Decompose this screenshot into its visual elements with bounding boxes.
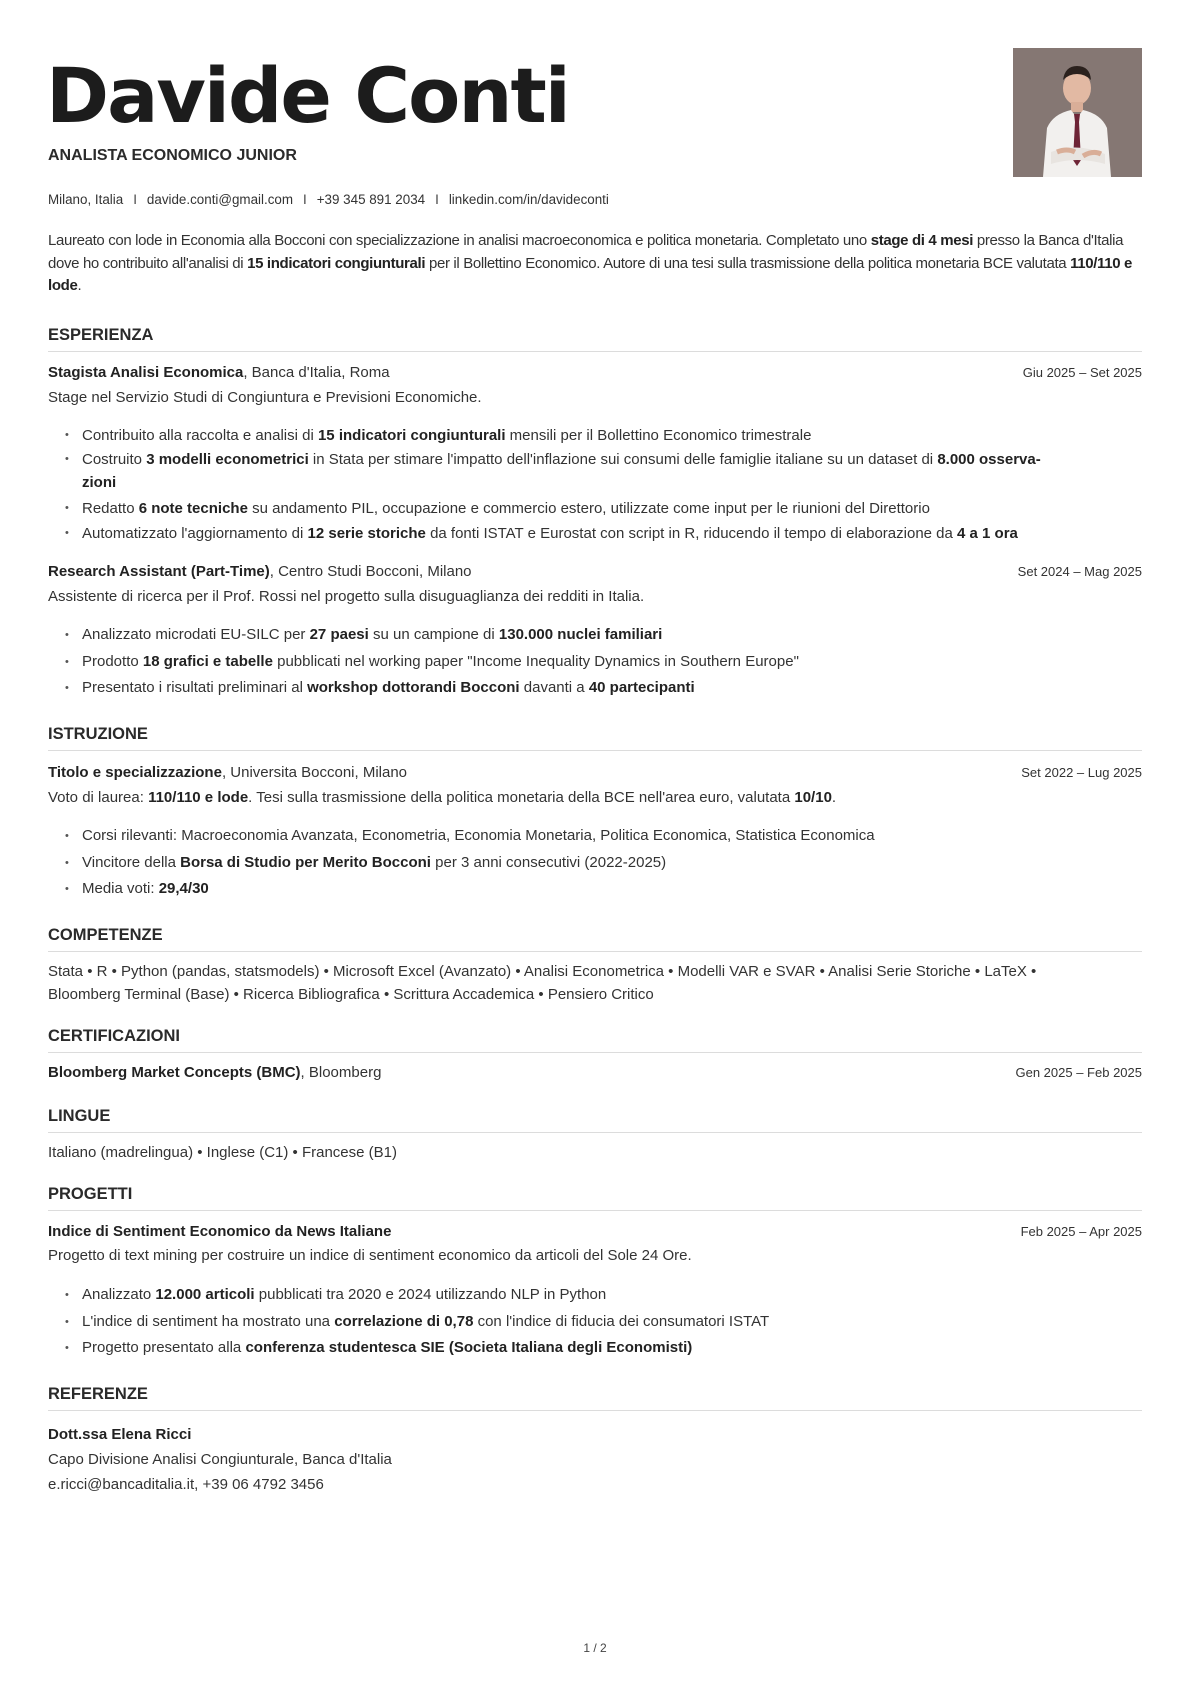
bullet-item: • Redatto 6 note tecniche su andamento PIL, occupazione e commercio estero, utilizzate come input per le riunioni del Direttorio	[48, 496, 1142, 521]
education-bullets	[48, 823, 1142, 903]
experience-dates: Giu 2025 – Set 2025	[1022, 365, 1142, 380]
summary-highlight: 15 indicatori congiunturali	[247, 254, 426, 272]
project-title	[48, 1223, 391, 1240]
location: Milano, Italia	[48, 192, 124, 207]
summary-text: presso la Banca d'Italia dove ho contribuito all'analisi di	[48, 232, 1124, 272]
phone-link[interactable]: +39 345 891 2034	[316, 192, 426, 207]
section-title-references: REFERENZE	[48, 1385, 1142, 1411]
role: Research Assistant (Part-Time)	[48, 563, 270, 580]
contact-line	[48, 192, 609, 207]
certification-dates: Gen 2025 – Feb 2025	[1015, 1065, 1142, 1080]
job-title: ANALISTA ECONOMICO JUNIOR	[48, 147, 297, 164]
candidate-name: Davide Conti	[46, 51, 569, 140]
reference-contact: e.ricci@bancaditalia.it, +39 06 4792 3456	[48, 1476, 324, 1493]
bullet-item: • Presentato i risultati preliminari al workshop dottorandi Bocconi davanti a 40 partecipanti	[48, 675, 1142, 702]
education-description: Voto di laurea: 110/110 e lode. Tesi sulla trasmissione della politica monetaria della BCE nell'area euro, valutata 10/10.	[48, 789, 837, 806]
separator: I	[435, 192, 439, 207]
section-title-education: ISTRUZIONE	[48, 725, 1142, 751]
linkedin-link[interactable]: linkedin.com/in/davideconti	[448, 192, 609, 207]
summary-text: per il Bollettino Economico. Autore di una tesi sulla trasmissione della politica monetaria BCE valutata	[425, 254, 1071, 272]
education-dates: Set 2022 – Lug 2025	[1021, 765, 1142, 780]
summary-highlight: 110/110 e lode	[48, 254, 1133, 294]
bullet-item: • Vincitore della Borsa di Studio per Merito Bocconi per 3 anni consecutivi (2022-2025)	[48, 850, 1142, 877]
section-title-experience: ESPERIENZA	[48, 326, 1142, 352]
bullet-item: • Analizzato 12.000 articoli pubblicati tra 2020 e 2024 utilizzando NLP in Python	[48, 1282, 1142, 1309]
experience-dates: Set 2024 – Mag 2025	[1017, 564, 1142, 579]
reference-name: Dott.ssa Elena Ricci	[48, 1426, 192, 1443]
summary-highlight: stage di 4 mesi	[870, 232, 974, 249]
role: Stagista Analisi Economica	[48, 364, 244, 381]
organization: , Banca d'Italia, Roma	[243, 364, 390, 381]
reference-entry	[48, 1422, 1142, 1497]
summary-text: Laureato con lode in Economia alla Bocconi con specializzazione in analisi macroeconomica e politica monetaria. Completato uno	[48, 232, 871, 249]
experience-description: Stage nel Servizio Studi di Congiuntura e Previsioni Economiche.	[48, 389, 482, 406]
education-title	[48, 764, 407, 781]
degree: Titolo e specializzazione	[48, 764, 222, 781]
bullet-item: • Progetto presentato alla conferenza studentesca SIE (Societa Italiana degli Economisti)	[48, 1335, 1142, 1362]
certification-name: Bloomberg Market Concepts (BMC)	[48, 1064, 301, 1081]
project-dates: Feb 2025 – Apr 2025	[1020, 1224, 1142, 1239]
experience-title	[48, 364, 390, 381]
bullet-item: • Contribuito alla raccolta e analisi di 15 indicatori congiunturali mensili per il Bollettino Economico trimestrale	[48, 423, 1142, 448]
experience-description: Assistente di ricerca per il Prof. Rossi nel progetto sulla disuguaglianza dei redditi in Italia.	[48, 588, 645, 605]
separator: I	[303, 192, 307, 207]
bullet-item: • Costruito 3 modelli econometrici in Stata per stimare l'impatto dell'inflazione sui consumi delle famiglie italiane su un dataset di 8.000 osserva- zioni	[48, 448, 1142, 494]
school: , Universita Bocconi, Milano	[221, 764, 408, 781]
project-bullets	[48, 1282, 1142, 1362]
email-link[interactable]: davide.conti@gmail.com	[146, 192, 293, 207]
summary	[48, 230, 1142, 298]
bullet-item: • Prodotto 18 grafici e tabelle pubblicati nel working paper "Income Inequality Dynamics in Southern Europe"	[48, 649, 1142, 676]
organization: , Centro Studi Bocconi, Milano	[269, 563, 472, 580]
profile-photo	[1013, 48, 1142, 177]
experience-bullets	[48, 423, 1142, 546]
experience-bullets	[48, 622, 1142, 702]
certification-issuer: , Bloomberg	[300, 1064, 382, 1081]
skills-line: Bloomberg Terminal (Base) • Ricerca Bibliografica • Scrittura Accademica • Pensiero Critico	[48, 986, 654, 1003]
bullet-item: • Automatizzato l'aggiornamento di 12 serie storiche da fonti ISTAT e Eurostat con script in R, riducendo il tempo di elaborazione da 4 a 1 ora	[48, 521, 1142, 546]
section-title-languages: LINGUE	[48, 1107, 1142, 1133]
project-name: Indice di Sentiment Economico da News Italiane	[48, 1223, 392, 1240]
project-description: Progetto di text mining per costruire un indice di sentiment economico da articoli del Sole 24 Ore.	[48, 1247, 692, 1264]
page-number: 1 / 2	[583, 1641, 607, 1655]
skills-line: Stata • R • Python (pandas, statsmodels) • Microsoft Excel (Avanzato) • Analisi Econometrica • Modelli VAR e SVAR • Analisi Serie Storiche • LaTeX •	[48, 963, 1037, 980]
section-title-skills: COMPETENZE	[48, 926, 1142, 952]
section-title-certifications: CERTIFICAZIONI	[48, 1027, 1142, 1053]
languages-list: Italiano (madrelingua) • Inglese (C1) • Francese (B1)	[48, 1144, 397, 1161]
separator: I	[133, 192, 137, 207]
summary-text: .	[77, 277, 82, 294]
section-title-projects: PROGETTI	[48, 1185, 1142, 1211]
skills-list	[48, 960, 1142, 1006]
person-photo-icon	[1013, 48, 1142, 177]
experience-title	[48, 563, 472, 580]
bullet-item: • L'indice di sentiment ha mostrato una correlazione di 0,78 con l'indice di fiducia dei consumatori ISTAT	[48, 1309, 1142, 1336]
bullet-item: • Corsi rilevanti: Macroeconomia Avanzata, Econometria, Economia Monetaria, Politica Economica, Statistica Economica	[48, 823, 1142, 850]
reference-role: Capo Divisione Analisi Congiunturale, Banca d'Italia	[48, 1451, 392, 1468]
bullet-item: • Media voti: 29,4/30	[48, 876, 1142, 903]
certification-title	[48, 1064, 381, 1081]
bullet-item: • Analizzato microdati EU-SILC per 27 paesi su un campione di 130.000 nuclei familiari	[48, 622, 1142, 649]
